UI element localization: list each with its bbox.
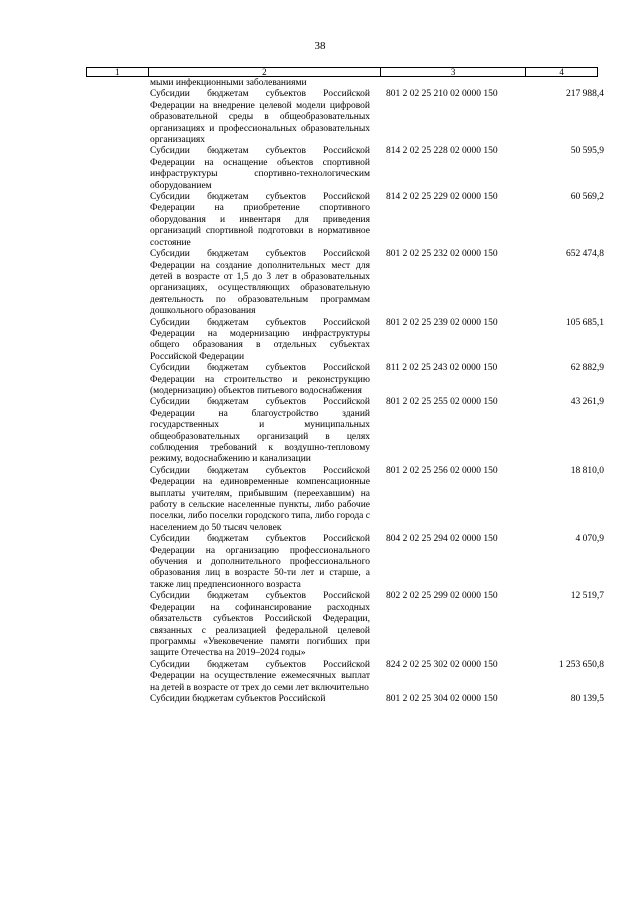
table-row xyxy=(0,591,640,659)
row-code: 801 2 02 25 255 02 0000 150 xyxy=(386,397,498,408)
table-row xyxy=(0,466,640,534)
row-description: Субсидии бюджетам субъектов Российской Федерации на внедрение целевой модели цифровой образовательной среды в общеобразовательных организациях и профессиональных образовательных организациях xyxy=(150,89,370,146)
row-description: Субсидии бюджетам субъектов Российской Федерации на создание дополнительных мест для детей в возрасте от 1,5 до 3 лет в образовательных организациях, осуществляющих образовательную деятельность по образовательным программам дошкольного образования xyxy=(150,249,370,317)
row-amount: 4 070,9 xyxy=(575,534,604,545)
table-header xyxy=(86,67,598,77)
table-row xyxy=(0,146,640,192)
row-amount: 80 139,5 xyxy=(570,693,604,704)
table-row xyxy=(0,318,640,364)
row-amount: 105 685,1 xyxy=(566,317,604,328)
row-amount: 652 474,8 xyxy=(566,249,604,260)
row-description: Субсидии бюджетам субъектов Российской Федерации на софинансирование расходных обязательств субъектов Российской Федерации, связанных с реализацией федеральной целевой программы «Увековечение памяти погибших при защите Отечества на 2019–2024 годы» xyxy=(150,591,370,659)
row-code: 814 2 02 25 229 02 0000 150 xyxy=(386,192,498,203)
table-row xyxy=(0,660,640,694)
table-row xyxy=(0,694,640,705)
table-row xyxy=(0,363,640,397)
table-row xyxy=(0,397,640,465)
table-row xyxy=(0,534,640,591)
row-description: Субсидии бюджетам субъектов Российской Федерации на строительство и реконструкцию (модернизацию) объектов питьевого водоснабжения xyxy=(150,363,370,396)
header-col-3: 3 xyxy=(381,68,526,76)
table-row xyxy=(0,249,640,317)
row-code: 801 2 02 25 232 02 0000 150 xyxy=(386,249,498,260)
row-code: 801 2 02 25 210 02 0000 150 xyxy=(386,89,498,100)
table-row xyxy=(0,78,640,89)
row-amount: 18 810,0 xyxy=(570,465,604,476)
row-description: Субсидии бюджетам субъектов Российской Федерации на модернизацию инфраструктуры общего образования в отдельных субъектах Российской Федерации xyxy=(150,317,370,362)
row-code: 801 2 02 25 239 02 0000 150 xyxy=(386,317,498,328)
row-code: 801 2 02 25 256 02 0000 150 xyxy=(386,465,498,476)
row-amount: 60 569,2 xyxy=(570,192,604,203)
row-code: 804 2 02 25 294 02 0000 150 xyxy=(386,534,498,545)
row-description: Субсидии бюджетам субъектов Российской xyxy=(150,693,326,704)
row-code: 814 2 02 25 228 02 0000 150 xyxy=(386,146,498,157)
row-amount: 1 253 650,8 xyxy=(558,659,604,670)
row-description: мыми инфекционными заболеваниями xyxy=(150,78,307,88)
row-description: Субсидии бюджетам субъектов Российской Федерации на приобретение спортивного оборудования и инвентаря для приведения организаций спортивной подготовки в нормативное состояние xyxy=(150,192,370,248)
page-number: 38 xyxy=(314,40,326,52)
row-amount: 50 595,9 xyxy=(570,146,604,157)
row-amount: 43 261,9 xyxy=(570,397,604,408)
row-amount: 62 882,9 xyxy=(570,363,604,374)
header-col-4: 4 xyxy=(559,67,564,77)
row-description: Субсидии бюджетам субъектов Российской Федерации на единовременные компенсационные выплаты учителям, прибывшим (переехавшим) на работу в сельские населенные пункты, либо рабочие поселки, либо поселки городского типа, либо города с населением до 50 тысяч человек xyxy=(150,465,370,533)
row-description: Субсидии бюджетам субъектов Российской Федерации на осуществление ежемесячных выплат на детей в возрасте от трех до семи лет включительно xyxy=(150,659,370,693)
table-row xyxy=(0,192,640,249)
row-description: Субсидии бюджетам субъектов Российской Федерации на организацию профессионального обучения и дополнительного профессионального образования лиц в возрасте 50-ти лет и старше, а также лиц предпенсионного возраста xyxy=(150,534,370,590)
row-code: 811 2 02 25 243 02 0000 150 xyxy=(386,363,498,374)
row-description: Субсидии бюджетам субъектов Российской Федерации на оснащение объектов спортивной инфраструктуры спортивно-технологическим оборудованием xyxy=(150,146,370,191)
row-code: 824 2 02 25 302 02 0000 150 xyxy=(386,659,498,670)
header-col-1: 1 xyxy=(87,68,149,76)
row-description: Субсидии бюджетам субъектов Российской Федерации на благоустройство зданий государственных и муниципальных общеобразовательных организаций в целях соблюдения требований к воздушно-тепловому режиму, водоснабжению и канализации xyxy=(150,397,370,465)
table-row xyxy=(0,89,640,146)
row-code: 802 2 02 25 299 02 0000 150 xyxy=(386,591,498,602)
header-col-2: 2 xyxy=(149,68,381,76)
row-amount: 217 988,4 xyxy=(566,89,604,100)
row-code: 801 2 02 25 304 02 0000 150 xyxy=(386,693,498,704)
table-body xyxy=(0,78,640,705)
row-amount: 12 519,7 xyxy=(570,591,604,602)
